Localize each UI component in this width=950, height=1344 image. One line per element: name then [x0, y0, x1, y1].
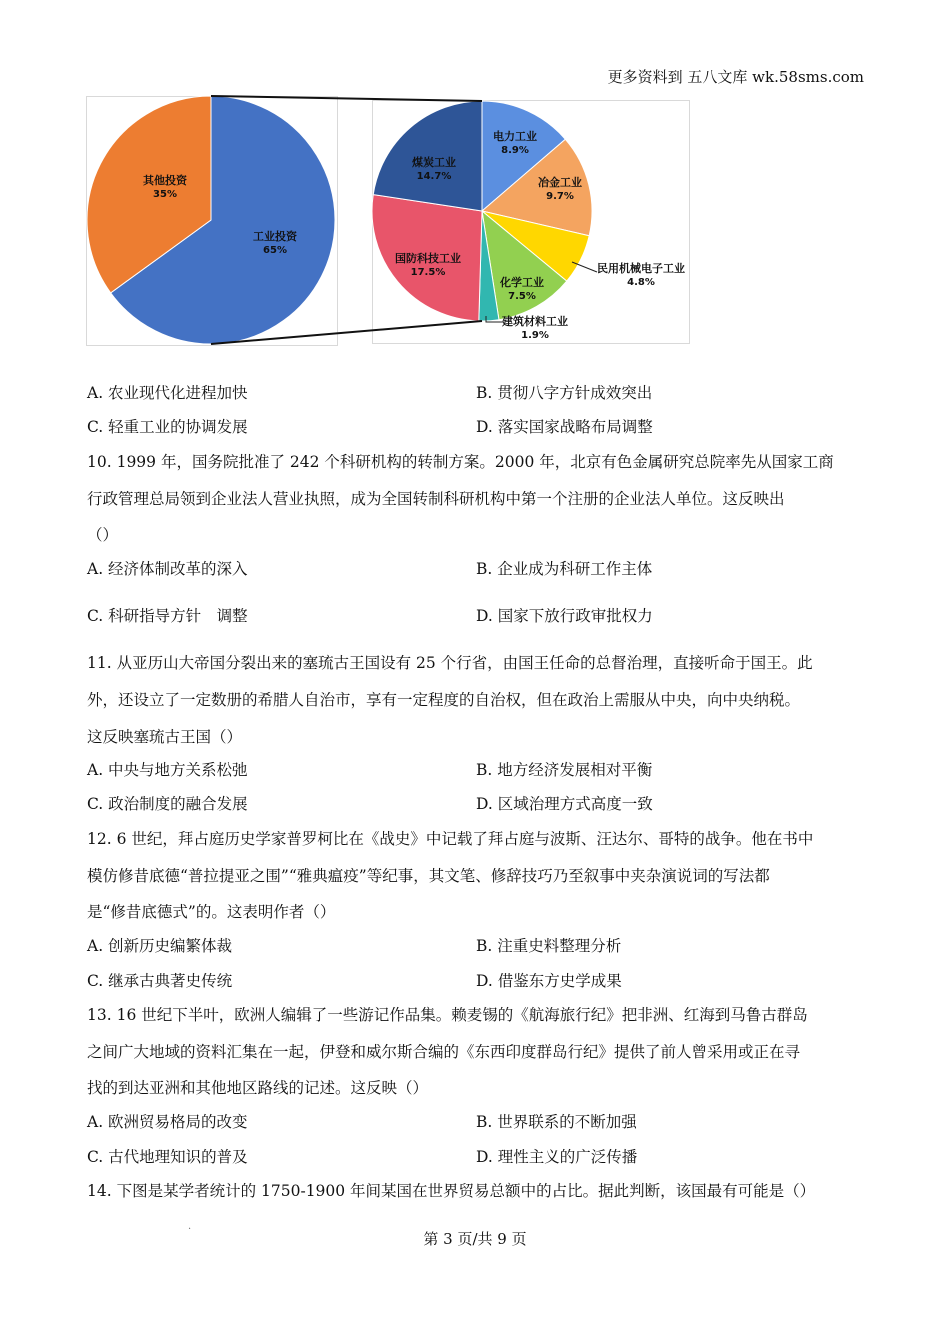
q10-stem-line2: 行政管理总局领到企业法人营业执照，成为全国转制科研机构中第一个注册的企业法人单位。这反映出 [87, 490, 785, 508]
q13-stem-line1: 13. 16 世纪下半叶，欧洲人编辑了一些游记作品集。赖麦锡的《航海旅行纪》把非洲、红海到马鲁古群岛 [87, 1006, 808, 1024]
right-pie-2-label: 民用机械电子工业 [597, 262, 685, 275]
q10-option-d: D. 国家下放行政审批权力 [476, 607, 653, 625]
q10-stem-line3: （） [87, 526, 119, 544]
q11-option-b: B. 地方经济发展相对平衡 [476, 761, 653, 779]
right-pie-3-value: 7.5% [508, 291, 536, 302]
right-pie-4-label: 建筑材料工业 [502, 315, 568, 328]
investment-charts [0, 0, 950, 360]
q9-option-c: C. 轻重工业的协调发展 [87, 418, 248, 436]
q10-stem-line1: 10. 1999 年，国务院批准了 242 个科研机构的转制方案。2000 年，北京有色金属研究总院率先从国家工商 [87, 453, 834, 471]
q12-stem-line1: 12. 6 世纪，拜占庭历史学家普罗柯比在《战史》中记载了拜占庭与波斯、汪达尔、哥特的战争。他在书中 [87, 830, 814, 848]
q11-stem-line2: 外，还设立了一定数册的希腊人自治市，享有一定程度的自治权，但在政治上需服从中央，向中央纳税。 [87, 691, 801, 709]
left-pie-0-label: 工业投资 [253, 230, 297, 243]
right-pie-1-label: 冶金工业 [538, 176, 582, 189]
right-pie-2-value: 4.8% [627, 277, 655, 288]
q11-stem-line3: 这反映塞琉古王国（） [87, 728, 243, 746]
q14-stem-line1: 14. 下图是某学者统计的 1750-1900 年间某国在世界贸易总额中的占比。据此判断，该国最有可能是（） [87, 1182, 816, 1200]
left-pie-0-value: 65% [263, 245, 287, 256]
q12-option-a: A. 创新历史编繁体裁 [87, 937, 233, 955]
right-pie-3-label: 化学工业 [500, 276, 544, 289]
page-number: 第 3 页/共 9 页 [423, 1230, 527, 1248]
right-pie-4-value: 1.9% [521, 330, 549, 341]
connector-top [211, 96, 482, 101]
q9-option-b: B. 贯彻八字方针成效突出 [476, 384, 653, 402]
right-pie-6-label: 煤炭工业 [412, 156, 456, 169]
right-pie-0-value: 8.9% [501, 145, 529, 156]
left-pie-1-label: 其他投资 [143, 174, 187, 187]
q12-option-d: D. 借鉴东方史学成果 [476, 972, 622, 990]
source-note: 更多资料到 五八文库 wk.58sms.com [607, 68, 864, 86]
stray-dot: · [188, 1224, 192, 1235]
q13-stem-line2: 之间广大地域的资料汇集在一起，伊登和威尔斯合编的《东西印度群岛行纪》提供了前人曾采用或正在寻 [87, 1043, 801, 1061]
q9-option-a: A. 农业现代化进程加快 [87, 384, 248, 402]
q10-option-a: A. 经济体制改革的深入 [87, 560, 248, 578]
pie-charts-svg [0, 0, 950, 360]
q11-option-c: C. 政治制度的融合发展 [87, 795, 248, 813]
q13-stem-line3: 找的到达亚洲和其他地区路线的记述。这反映（） [87, 1079, 429, 1097]
q13-option-b: B. 世界联系的不断加强 [476, 1113, 637, 1131]
q12-option-c: C. 继承古典著史传统 [87, 972, 233, 990]
q12-stem-line2: 模仿修昔底德“普拉提亚之围”“雅典瘟疫”等纪事，其文笔、修辞技巧乃至叙事中夹杂演说词的写法都 [87, 867, 770, 885]
q12-stem-line3: 是“修昔底德式”的。这表明作者（） [87, 903, 336, 921]
q11-stem-line1: 11. 从亚历山大帝国分裂出来的塞琉古王国设有 25 个行省，由国王任命的总督治理，直接听命于国王。此 [87, 654, 813, 672]
q10-option-b: B. 企业成为科研工作主体 [476, 560, 653, 578]
right-pie-0-label: 电力工业 [493, 130, 537, 143]
q13-option-c: C. 古代地理知识的普及 [87, 1148, 248, 1166]
q11-option-a: A. 中央与地方关系松弛 [87, 761, 248, 779]
q13-option-d: D. 理性主义的广泛传播 [476, 1148, 638, 1166]
left-pie-1-value: 35% [153, 189, 177, 200]
q11-option-d: D. 区域治理方式高度一致 [476, 795, 653, 813]
right-pie-5-label: 国防科技工业 [395, 252, 461, 265]
q10-option-c: C. 科研指导方针 调整 [87, 607, 248, 625]
q13-option-a: A. 欧洲贸易格局的改变 [87, 1113, 248, 1131]
right-pie-1-value: 9.7% [546, 191, 574, 202]
q12-option-b: B. 注重史料整理分析 [476, 937, 622, 955]
q9-option-d: D. 落实国家战略布局调整 [476, 418, 653, 436]
right-pie-6-value: 14.7% [416, 171, 452, 182]
right-pie-5-value: 17.5% [410, 267, 446, 278]
